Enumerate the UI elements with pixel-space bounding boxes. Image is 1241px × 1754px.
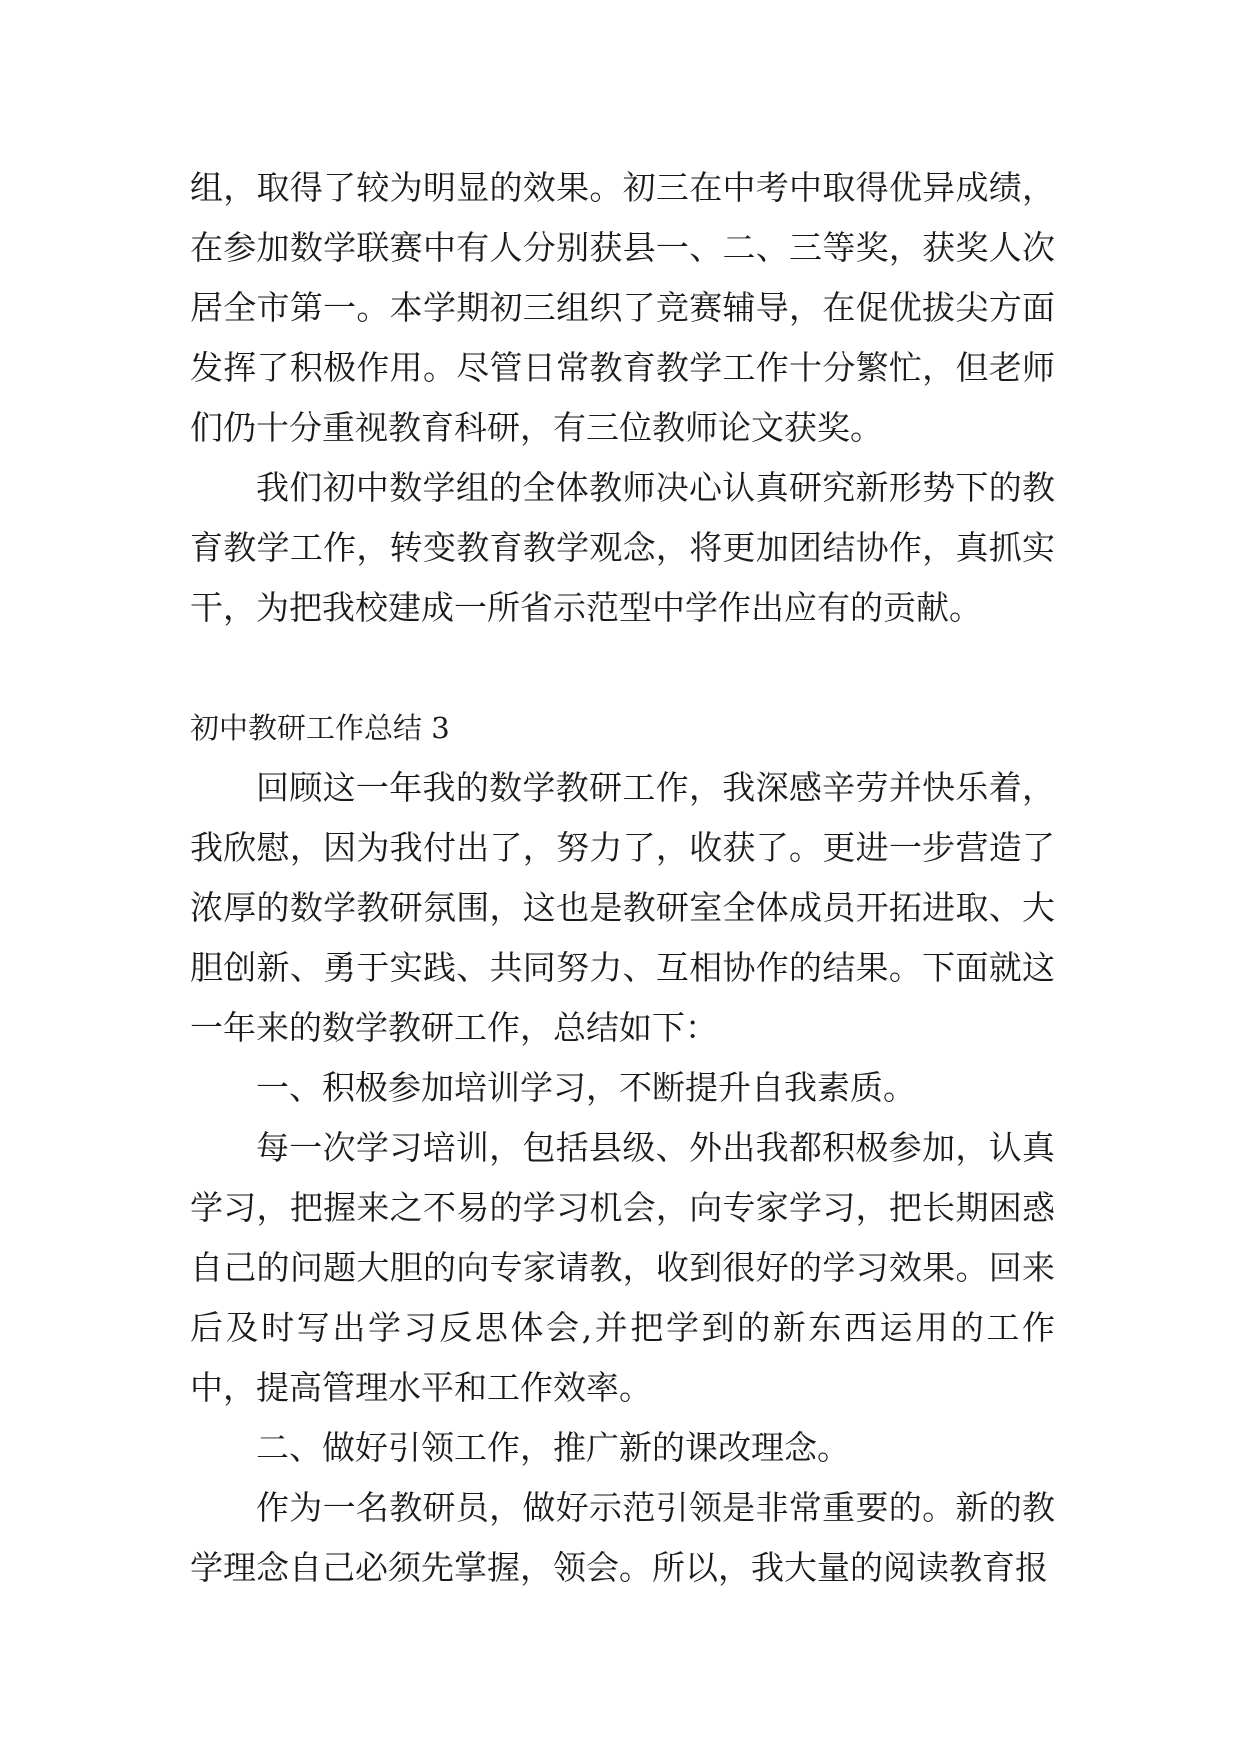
paragraph-continuation: 组，取得了较为明显的效果。初三在中考中取得优异成绩，在参加数学联赛中有人分别获县一、二、三等奖，获奖人次居全市第一。本学期初三组织了竞赛辅导，在促优拔尖方面发挥了积极作用。尽管日常教育教学工作十分繁忙，但老师们仍十分重视教育科研，有三位教师论文获奖。 — [190, 168, 1055, 447]
paragraph-conclusion: 我们初中数学组的全体教师决心认真研究新形势下的教育教学工作，转变教育教学观念，将更加团结协作，真抓实干，为把我校建成一所省示范型中学作出应有的贡献。 — [190, 468, 1055, 627]
document-body — [190, 158, 1055, 1598]
paragraph-training: 每一次学习培训，包括县级、外出我都积极参加，认真学习，把握来之不易的学习机会，向专家学习，把长期困惑自己的问题大胆的向专家请教，收到很好的学习效果。回来后及时写出学习反思体会,并把学到的新东西运用的工作中，提高管理水平和工作效率。 — [190, 1128, 1055, 1407]
section-title: 初中教研工作总结 3 — [190, 711, 450, 745]
paragraph-leading: 作为一名教研员，做好示范引领是非常重要的。新的教学理念自己必须先掌握，领会。所以，我大量的阅读教育报 — [190, 1488, 1055, 1587]
heading-point-one: 一、积极参加培训学习，不断提升自我素质。 — [256, 1068, 916, 1107]
paragraph-review: 回顾这一年我的数学教研工作，我深感辛劳并快乐着，我欣慰，因为我付出了，努力了，收获了。更进一步营造了浓厚的数学教研氛围，这也是教研室全体成员开拓进取、大胆创新、勇于实践、共同努力、互相协作的结果。下面就这一年来的数学教研工作，总结如下： — [190, 768, 1055, 1047]
heading-point-two: 二、做好引领工作，推广新的课改理念。 — [256, 1428, 850, 1467]
